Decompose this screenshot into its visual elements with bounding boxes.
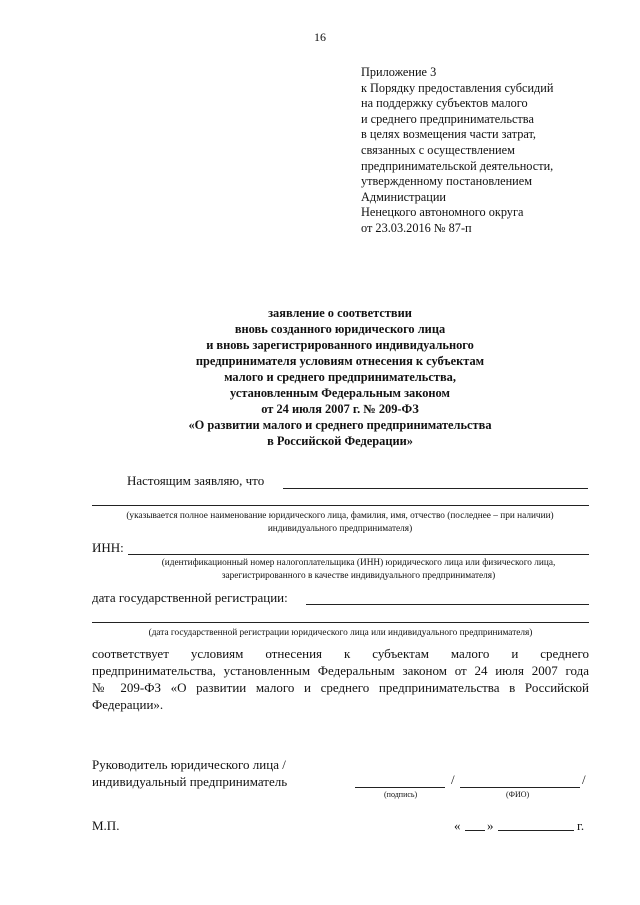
page-number: 16 bbox=[314, 30, 326, 44]
signature-hint: (подпись) bbox=[384, 790, 418, 799]
paragraph-line: Федерации». bbox=[92, 697, 164, 712]
name-hint-line: (указывается полное наименование юридического лица, фамилия, имя, отчество (последнее – при наличии) bbox=[126, 511, 554, 521]
registration-hint-line: (дата государственной регистрации юридического лица или индивидуального предпринимателя) bbox=[148, 628, 533, 638]
inn-hint-line: зарегистрированного в качестве индивидуального предпринимателя) bbox=[221, 571, 496, 581]
inn-hint bbox=[128, 557, 589, 583]
appendix-line: от 23.03.2016 № 87-п bbox=[361, 220, 472, 235]
name-hint-line: индивидуального предпринимателя) bbox=[267, 524, 413, 534]
stamp-label: М.П. bbox=[92, 818, 120, 833]
date-open-quote: « bbox=[454, 818, 461, 833]
appendix-line: на поддержку субъектов малого bbox=[361, 96, 528, 111]
appendix-block bbox=[361, 65, 631, 237]
inn-field[interactable] bbox=[128, 554, 589, 555]
name-hint bbox=[80, 510, 600, 536]
appendix-line: утвержденному постановлением bbox=[361, 174, 532, 189]
full-name-slash: / bbox=[582, 772, 586, 787]
appendix-line: предпринимательской деятельности, bbox=[361, 158, 554, 173]
title-line: установленным Федеральным законом bbox=[230, 386, 450, 400]
title-line: малого и среднего предпринимательства, bbox=[224, 370, 456, 384]
title-line: в Российской Федерации» bbox=[267, 434, 413, 448]
title-line: «О развитии малого и среднего предпринимательства bbox=[188, 418, 492, 432]
registration-date-field[interactable] bbox=[306, 604, 589, 605]
day-field[interactable] bbox=[465, 830, 485, 831]
appendix-line: и среднего предпринимательства bbox=[361, 111, 534, 126]
month-year-field[interactable] bbox=[498, 830, 574, 831]
applicant-name-field-continued[interactable] bbox=[92, 505, 589, 506]
appendix-line: Приложение 3 bbox=[361, 65, 437, 79]
title-line: предпринимателя условиям отнесения к субъектам bbox=[195, 354, 485, 368]
appendix-line: Администрации bbox=[361, 189, 446, 204]
appendix-line: к Порядку предоставления субсидий bbox=[361, 80, 554, 95]
registration-date-field-continued[interactable] bbox=[92, 622, 589, 623]
year-suffix: г. bbox=[577, 818, 585, 833]
full-name-field[interactable] bbox=[460, 787, 580, 788]
title-line: от 24 июля 2007 г. № 209-ФЗ bbox=[261, 402, 419, 416]
head-title-line2: индивидуальный предприниматель bbox=[92, 774, 288, 789]
declare-label: Настоящим заявляю, что bbox=[127, 473, 265, 488]
date-close-quote: » bbox=[487, 818, 494, 833]
title-line: вновь созданного юридического лица bbox=[234, 322, 446, 336]
appendix-line: связанных с осуществлением bbox=[361, 142, 515, 157]
paragraph-line: предпринимательства, установленным Федеральным законом от 24 июля 2007 года bbox=[92, 663, 589, 678]
registration-label: дата государственной регистрации: bbox=[92, 590, 288, 605]
document-title bbox=[0, 305, 640, 449]
full-name-hint: (ФИО) bbox=[506, 790, 530, 799]
paragraph-line: соответствует условиям отнесения к субъектам малого и среднего bbox=[92, 646, 589, 661]
inn-hint-line: (идентификационный номер налогоплательщика (ИНН) юридического лица или физического лица, bbox=[161, 558, 556, 568]
title-line: и вновь зарегистрированного индивидуального bbox=[206, 338, 474, 352]
appendix-line: в целях возмещения части затрат, bbox=[361, 127, 537, 142]
title-line: заявление о соответствии bbox=[268, 306, 412, 320]
paragraph-line: № 209-ФЗ «О развитии малого и среднего предпринимательства в Российской bbox=[92, 680, 589, 695]
inn-label: ИНН: bbox=[92, 540, 124, 555]
applicant-name-field[interactable] bbox=[283, 488, 588, 489]
head-title-line1: Руководитель юридического лица / bbox=[92, 757, 286, 772]
registration-hint bbox=[92, 627, 589, 640]
signature-field[interactable] bbox=[355, 787, 445, 788]
signature-slash: / bbox=[451, 772, 455, 787]
compliance-paragraph bbox=[92, 645, 589, 713]
appendix-line: Ненецкого автономного округа bbox=[361, 205, 524, 220]
